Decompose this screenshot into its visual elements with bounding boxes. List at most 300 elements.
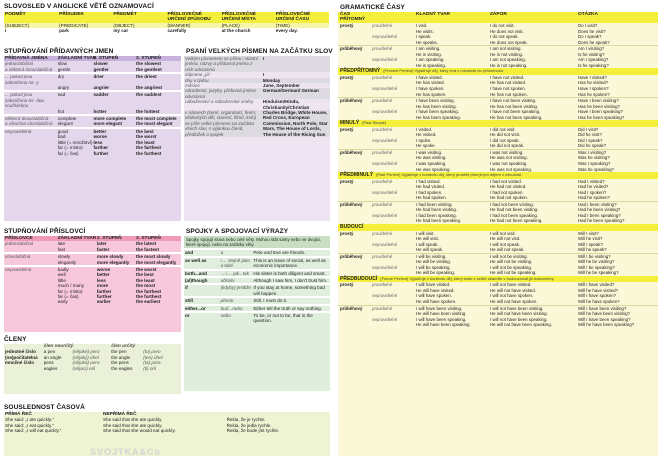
value-cell: park	[59, 28, 69, 34]
header-cell: člen určitý	[111, 344, 136, 349]
tense-cell: He had not visited.	[490, 184, 527, 190]
tense-cell: He will not have been visiting.	[490, 311, 548, 317]
tense-cell: I have been visiting.	[416, 98, 455, 104]
table-cell: the hottest	[136, 108, 160, 114]
capitals-body	[184, 56, 330, 137]
tense-cell: I had visited.	[416, 178, 441, 184]
tense-cell: I was visiting.	[416, 149, 443, 155]
tense-cell: pravidelné	[372, 98, 393, 104]
rule-cell: zájmeno „já“	[185, 72, 211, 78]
table-cell: She said that she ate quickly.	[102, 422, 163, 428]
tense-cell: He has not been speaking.	[490, 114, 543, 120]
header-cell: PŘÍSLOVCE	[5, 236, 33, 241]
tense-cell: Had I been speaking?	[578, 212, 621, 218]
sequence-table	[4, 412, 330, 456]
tense-cell: průběhový	[340, 98, 363, 104]
tense-cell: I was not visiting.	[490, 149, 524, 155]
tense-cell: I will not have visited.	[490, 282, 532, 288]
tense-cell: I do not speak.	[490, 34, 519, 40]
header-cell: 2. STUPEŇ	[93, 56, 119, 61]
table-cell: (ti) orli	[143, 365, 156, 371]
table-cell: the earliest	[136, 299, 161, 305]
rule-cell: dny v týdnu	[185, 77, 209, 83]
table-cell: ... pokud jsou zakončena tvr- dou souhláskou	[5, 92, 44, 109]
tense-cell: He has spoken.	[416, 91, 447, 97]
tense-cell: nepravidelné	[372, 189, 398, 195]
tense-cell: He has been visiting.	[416, 103, 457, 109]
tense-cell: I am visiting.	[416, 46, 441, 52]
table-cell: This is an issue of social, as well as economic importance.	[253, 257, 326, 269]
tense-cell: I will not be speaking.	[490, 264, 532, 270]
sentence-order-grid	[4, 12, 329, 34]
table-cell: far (= místo)	[57, 288, 83, 294]
table-cell: more elegantly	[96, 259, 130, 265]
tense-cell: I had been visiting.	[416, 201, 453, 207]
table-cell: i ... stejně jako a také	[220, 257, 250, 269]
table-cell: angrier	[93, 85, 110, 91]
tense-cell: Will I visit?	[578, 230, 599, 236]
tense-cell: I have spoken.	[416, 85, 445, 91]
tense-note: (Present Perfect) Vyjadřuje děj, který trvá z minulosti do přítomnosti.	[383, 68, 504, 74]
table-cell: the slowest	[136, 61, 162, 67]
sequence-grid	[4, 412, 330, 434]
tense-cell: He has been speaking.	[416, 114, 461, 120]
sentence-order-title: SLOVOSLED V ANGLICKÉ VĚTĚ OZNAMOVACÍ	[4, 3, 154, 10]
header-cell: PŘÍDAVNÁ JMÉNA	[5, 56, 48, 61]
tense-cell: Will he visit?	[578, 236, 603, 242]
table-cell: if	[185, 285, 188, 291]
tense-cell: He had been speaking.	[416, 218, 462, 224]
tenses-title: GRAMATICKÉ ČASY	[340, 4, 405, 11]
sub-cell: (OBJECT)	[113, 22, 135, 28]
table-cell: little (= množství)	[57, 139, 93, 145]
table-cell: Řekla, že je rychle.	[226, 417, 266, 423]
sentence-order-header-row	[4, 12, 329, 23]
tenses-table	[338, 12, 658, 456]
tense-cell: Was he speaking?	[578, 166, 614, 172]
table-cell: množné číslo	[5, 360, 35, 366]
table-cell: farther	[93, 145, 109, 151]
tense-cell: I was speaking.	[416, 161, 447, 167]
tense-cell: I will not have been visiting.	[490, 305, 544, 311]
table-cell: both...and	[185, 270, 207, 276]
tense-name: PŘEDMINULÝ	[340, 172, 374, 179]
table-row	[4, 73, 181, 85]
tense-cell: Have I been speaking?	[578, 109, 623, 115]
sentence-order-table	[4, 3, 329, 52]
tense-cell: pravidelné	[372, 126, 393, 132]
table-cell: the least	[136, 139, 155, 145]
tense-cell: I have not been speaking.	[490, 109, 541, 115]
tense-cell: I will not speak.	[490, 241, 521, 247]
tense-cell: He is not speaking.	[490, 62, 528, 68]
table-cell: jednoslabičná	[5, 241, 34, 247]
tense-cell: I had not been speaking.	[490, 212, 539, 218]
articles-title: ČLENY	[4, 336, 27, 343]
tense-cell: He is visiting.	[416, 51, 442, 57]
tense-cell: I am speaking.	[416, 57, 445, 63]
tense-cell: He will have been visiting.	[416, 311, 467, 317]
tense-cell: He had spoken.	[416, 195, 447, 201]
header-cell: OTÁZKA	[578, 12, 598, 17]
value-cell: carefully	[167, 28, 187, 34]
tense-cell: Will he be visiting?	[578, 259, 615, 265]
capitals-grid	[184, 56, 330, 137]
table-cell: the angriest	[136, 85, 163, 91]
header-cell: 2. STUPEŇ	[96, 236, 122, 241]
table-cell: the best	[136, 272, 154, 278]
table-cell: the furthest	[136, 150, 162, 156]
tense-cell: He will not be visiting.	[490, 259, 533, 265]
table-cell: more slowly	[96, 254, 124, 260]
table-cell: slower	[93, 61, 109, 67]
header-cell: KLADNÝ TVAR	[416, 12, 451, 17]
table-cell: (ne)počitatelná	[5, 354, 38, 360]
table-cell: elegantly	[57, 259, 77, 265]
tense-cell: průběhový	[340, 201, 363, 207]
table-cell: better	[96, 272, 110, 278]
table-cell: sadder	[93, 92, 109, 98]
tense-cell: He had visited.	[416, 184, 446, 190]
tense-cell: He is speaking.	[416, 62, 447, 68]
header-cell: 3. STUPEŇ	[136, 56, 161, 61]
header-cell: PODMĚT	[5, 12, 26, 17]
tense-note: (Past Simple)	[362, 120, 387, 126]
articles-body	[4, 349, 181, 371]
tense-cell: He was visiting.	[416, 155, 447, 161]
tense-cell: Do I visit?	[578, 23, 598, 28]
adjectives-grid	[4, 56, 181, 156]
header-cell: ZÁKLADNÍ TVAR	[57, 56, 97, 61]
conjunctions-intro: Spojky spojují slova nebo celé věty. Mohou stát samy nebo ve dvojici, které spojují, nebo na začátku věty.	[184, 236, 330, 248]
table-cell: much / many	[57, 283, 84, 289]
example-cell: German/German/ German	[262, 88, 319, 94]
tense-cell: He visits.	[416, 28, 434, 34]
table-cell: the pens	[111, 360, 129, 366]
table-row	[4, 299, 181, 304]
tense-cell: Will he speak?	[578, 247, 607, 253]
tense-cell: Will he be speaking?	[578, 270, 619, 276]
header-cell: PŘÍSLOVEČNÉ URČENÍ MÍSTA	[221, 12, 257, 23]
table-cell: Pete and Eve are friends.	[253, 250, 306, 256]
tense-cell: Have I visited?	[578, 74, 607, 80]
tense-row	[338, 270, 658, 276]
tense-cell: Had I visited?	[578, 178, 605, 184]
table-cell: nepravidelná	[5, 128, 32, 134]
table-cell: She said that she ate quickly.	[102, 417, 163, 423]
tense-name: MINULÝ	[340, 120, 360, 127]
tense-cell: Had he visited?	[578, 184, 609, 190]
tense-cell: Did he speak?	[578, 143, 607, 149]
tense-cell: Has he visited?	[578, 80, 609, 86]
table-cell: eagles	[43, 365, 58, 371]
table-cell: the most elegant	[136, 121, 173, 127]
tense-cell: He had been visiting.	[416, 207, 458, 213]
table-cell: a všechna víceslabičná	[5, 121, 53, 127]
table-cell: buď...nebo	[220, 305, 243, 311]
tense-cell: prostý	[340, 126, 354, 132]
tense-row	[338, 322, 658, 328]
table-cell: (kdyby) jestliže	[220, 285, 251, 291]
table-cell: slowly	[57, 254, 71, 260]
table-cell: the most	[136, 283, 156, 289]
tense-cell: Had he been visiting?	[578, 207, 621, 213]
tense-cell: pravidelné	[372, 23, 393, 28]
indirect-speech-header: NEPŘÍMÁ ŘEČ	[102, 412, 137, 417]
tense-cell: Had he spoken?	[578, 195, 610, 201]
table-cell: later	[96, 241, 107, 247]
table-cell: more complete	[93, 116, 127, 122]
example-cell: Charles Bridge, White House, Red Cross, European Commission, North Pole, Star Wars, The House of Lords, The House of the Rising Sun	[262, 110, 328, 137]
table-cell: the farthest	[136, 288, 162, 294]
conjunctions-grid	[184, 248, 330, 323]
tense-cell: He will have spoken.	[416, 299, 457, 305]
table-row	[4, 91, 181, 108]
tense-cell: I had not spoken.	[490, 189, 524, 195]
rule-cell: náboženství a náboženské směry	[185, 99, 254, 105]
sub-cell: (TIME)	[275, 22, 290, 28]
table-row	[184, 270, 330, 277]
table-cell: the driest	[136, 74, 157, 80]
tense-cell: I have been speaking.	[416, 109, 459, 115]
tense-cell: I have not been visiting.	[490, 98, 537, 104]
tense-name: PŘEDPŘÍTOMNÝ	[340, 68, 381, 75]
tense-cell: I will be visiting.	[416, 253, 447, 259]
tense-cell: pravidelné	[372, 282, 393, 288]
tense-cell: Has he spoken?	[578, 91, 610, 97]
tense-cell: nepravidelné	[372, 264, 398, 270]
table-row	[184, 277, 330, 284]
adjectives-title: STUPŇOVÁNÍ PŘÍDAVNÝCH JMEN	[4, 48, 114, 55]
tense-note: (Future Perfect) Vyjadřuje v kontextu děj, který bude v určité okamžik v budoucnosti již dokončený.	[380, 275, 555, 281]
table-cell: (ta) pera	[143, 360, 161, 366]
tense-cell: Will I be speaking?	[578, 264, 615, 270]
tense-cell: He had not been speaking.	[490, 218, 543, 224]
table-cell: (nějací) orli	[72, 365, 96, 371]
table-cell: the fastest	[136, 246, 159, 252]
tense-cell: nepravidelné	[372, 137, 398, 143]
header-cell: ČAS PŘÍTOMNÝ	[340, 12, 366, 22]
tense-cell: He will not visit.	[490, 236, 521, 242]
articles-table	[4, 344, 181, 394]
tense-cell: He does not speak.	[490, 39, 528, 45]
tense-cell: He is not visiting.	[490, 51, 524, 57]
table-cell: less	[93, 139, 103, 145]
table-cell: more	[96, 283, 109, 289]
table-cell: přesto	[220, 298, 234, 304]
table-cell	[4, 366, 43, 371]
tense-cell: pravidelné	[372, 74, 393, 80]
table-row	[184, 249, 330, 256]
tense-cell: He will not speak.	[490, 247, 525, 253]
table-cell: the best	[136, 128, 154, 134]
tense-cell: I have not spoken.	[490, 85, 526, 91]
tense-cell: Did I visit?	[578, 126, 599, 132]
rule-cell: v názvech (zemí, organizací, firem, vědeckých děl, stavení, filmů, knih) se píše velké písmeno na začátku všech slov, s výjimkou členů, předložek a spojek	[185, 110, 257, 137]
tenses-body	[338, 23, 658, 328]
table-cell: některá dvouslabičná	[5, 116, 49, 122]
tense-cell: pravidelné	[372, 305, 393, 311]
table-row	[4, 360, 181, 365]
table-cell: Řekla, že bude jíst rychle.	[226, 428, 280, 434]
tense-cell: nepravidelné	[372, 85, 398, 91]
tense-cell: He has visited.	[416, 80, 445, 86]
tense-cell: Will he have visited?	[578, 287, 619, 293]
tense-cell: He had not been visiting.	[490, 207, 539, 213]
tense-cell: He was speaking.	[416, 166, 451, 172]
tense-cell: I will have visited.	[416, 282, 451, 288]
table-cell: She said: „I ate quickly.“	[5, 417, 54, 423]
table-cell: a pen	[43, 349, 56, 355]
tense-cell: I will have spoken.	[416, 293, 452, 299]
tense-cell: prostý	[340, 230, 354, 236]
table-cell	[4, 299, 57, 304]
tense-cell: pravidelné	[372, 230, 393, 236]
table-cell: the most complete	[136, 116, 177, 122]
tense-cell: nepravidelné	[372, 293, 398, 299]
table-cell: She said: „I will eat quickly.“	[5, 428, 62, 434]
adjectives-body	[4, 61, 181, 156]
table-cell: To be, or not to be, that is the question.	[253, 313, 313, 324]
table-cell: (nějaká) pera	[72, 360, 100, 366]
table-cell: better	[93, 128, 107, 134]
tense-cell: He does not visit.	[490, 28, 524, 34]
tense-cell: prostý	[340, 178, 354, 184]
tense-cell: Is he speaking?	[578, 62, 609, 68]
table-cell: earlier	[96, 299, 111, 305]
table-row	[184, 88, 330, 99]
adjectives-table	[4, 56, 181, 221]
table-cell: far (= čas)	[57, 294, 79, 300]
tense-cell: He speaks.	[416, 39, 438, 45]
tense-cell: prostý	[340, 282, 354, 288]
table-cell: slow	[57, 61, 67, 67]
table-cell: an angle	[43, 354, 62, 360]
sub-cell: (PLACE)	[221, 22, 240, 28]
table-cell: the angle	[111, 354, 131, 360]
tense-cell: Will he have been visiting?	[578, 311, 630, 317]
value-cell: every day.	[275, 28, 298, 34]
table-cell: sad	[57, 92, 66, 98]
table-cell: a některá dvouslabičná	[5, 66, 53, 72]
table-cell: ... pokud jsou zakončena na -y	[5, 74, 39, 85]
table-cell: Řekla, že jedla rychle.	[226, 422, 272, 428]
tense-cell: Am I speaking?	[578, 57, 609, 63]
header-cell: 3. STUPEŇ	[136, 236, 161, 241]
table-cell: further	[96, 294, 112, 300]
table-cell: Although I saw him, I don't trust him.	[253, 278, 328, 284]
table-cell: more elegant	[93, 121, 123, 127]
sequence-body	[4, 417, 330, 433]
sub-cell: (SUBJECT)	[5, 22, 29, 28]
table-cell: Still, I must do it.	[253, 298, 288, 304]
tense-cell: He has not been visiting.	[490, 103, 539, 109]
tense-cell: I had not been visiting.	[490, 201, 534, 207]
table-cell: the latest	[136, 241, 157, 247]
adverbs-body	[4, 241, 181, 304]
tense-cell: He was not visiting.	[490, 155, 528, 161]
tense-cell: Do I speak?	[578, 34, 602, 40]
tense-cell: Will he have been speaking?	[578, 322, 635, 328]
table-row	[184, 305, 330, 312]
tense-cell: I will not have spoken.	[490, 293, 534, 299]
tense-cell: I have visited.	[416, 74, 443, 80]
table-row	[184, 297, 330, 304]
tense-cell: I am not visiting.	[490, 46, 522, 52]
table-cell: (nějaký) úhel	[72, 354, 99, 360]
tense-cell: Will he have spoken?	[578, 299, 620, 305]
rule-cell: Velkým písmenem se píšou i vlastní jména, názvy a přídavná jména z nich odvozená	[185, 56, 259, 72]
tense-cell: I did not visit.	[490, 126, 516, 132]
table-cell: further	[93, 150, 109, 156]
tense-cell: průběhový	[340, 253, 363, 259]
tense-cell: Will I have visited?	[578, 282, 615, 288]
table-cell: good	[57, 128, 68, 134]
capitals-table	[184, 56, 330, 221]
table-row	[184, 56, 330, 72]
table-cell: (nějaké) pero	[72, 349, 100, 355]
tense-cell: I am not speaking.	[490, 57, 526, 63]
rule-cell: měsíce	[185, 83, 200, 89]
header-cell: PŘÍSUDEK	[59, 12, 84, 17]
table-cell: gentler	[93, 66, 109, 72]
table-cell: hotter	[93, 108, 107, 114]
tense-row	[338, 218, 658, 224]
table-cell: víceslabičná	[5, 254, 31, 260]
tense-cell: prostý	[340, 23, 354, 28]
example-cell: June, September	[262, 83, 300, 89]
table-cell: little	[57, 277, 66, 283]
table-cell: complete	[57, 116, 77, 122]
table-row	[184, 284, 330, 297]
tense-cell: I will not be visiting.	[490, 253, 528, 259]
tense-cell: I spoke.	[416, 137, 432, 143]
tense-cell: prostý	[340, 74, 354, 80]
table-cell: If you stay at home, something bad will happen.	[253, 285, 325, 296]
tense-cell: Does he speak?	[578, 39, 610, 45]
adverbs-grid	[4, 236, 181, 305]
table-cell: hot	[57, 108, 65, 114]
tense-cell: Have I been visiting?	[578, 98, 619, 104]
tense-cell: Has he been visiting?	[578, 103, 620, 109]
tense-cell: He spoke.	[416, 143, 436, 149]
table-row	[4, 151, 181, 156]
tense-cell: Have I spoken?	[578, 85, 609, 91]
tense-cell: I will speak.	[416, 241, 439, 247]
table-cell: nepravidelná	[5, 267, 32, 273]
tense-cell: Has he been speaking?	[578, 114, 625, 120]
tense-cell: Will I have been speaking?	[578, 316, 631, 322]
publisher-watermark: SVOJTKA&Co	[90, 447, 162, 457]
tense-cell: He visited.	[416, 132, 437, 138]
conjunctions-table	[184, 236, 330, 391]
tense-cell: I had been speaking.	[416, 212, 457, 218]
tense-cell: pravidelné	[372, 178, 393, 184]
table-cell: the farthest	[136, 145, 162, 151]
tense-cell: nepravidelné	[372, 212, 398, 218]
tense-cell: Had I spoken?	[578, 189, 607, 195]
table-row	[184, 110, 330, 137]
tense-cell: He will not be speaking.	[490, 270, 537, 276]
tense-cell: Was he visiting?	[578, 155, 610, 161]
example-cell: I	[262, 56, 265, 61]
table-cell: early	[57, 299, 68, 305]
tense-cell: He will visit.	[416, 236, 439, 242]
tense-name: PŘEDBUDOUCÍ	[340, 275, 378, 282]
header-cell: PŘÍSLOVEČNÉ URČENÍ ZPŮSOBU	[167, 12, 211, 23]
tense-cell: I speak.	[416, 34, 432, 40]
tense-cell: I visit.	[416, 23, 428, 28]
